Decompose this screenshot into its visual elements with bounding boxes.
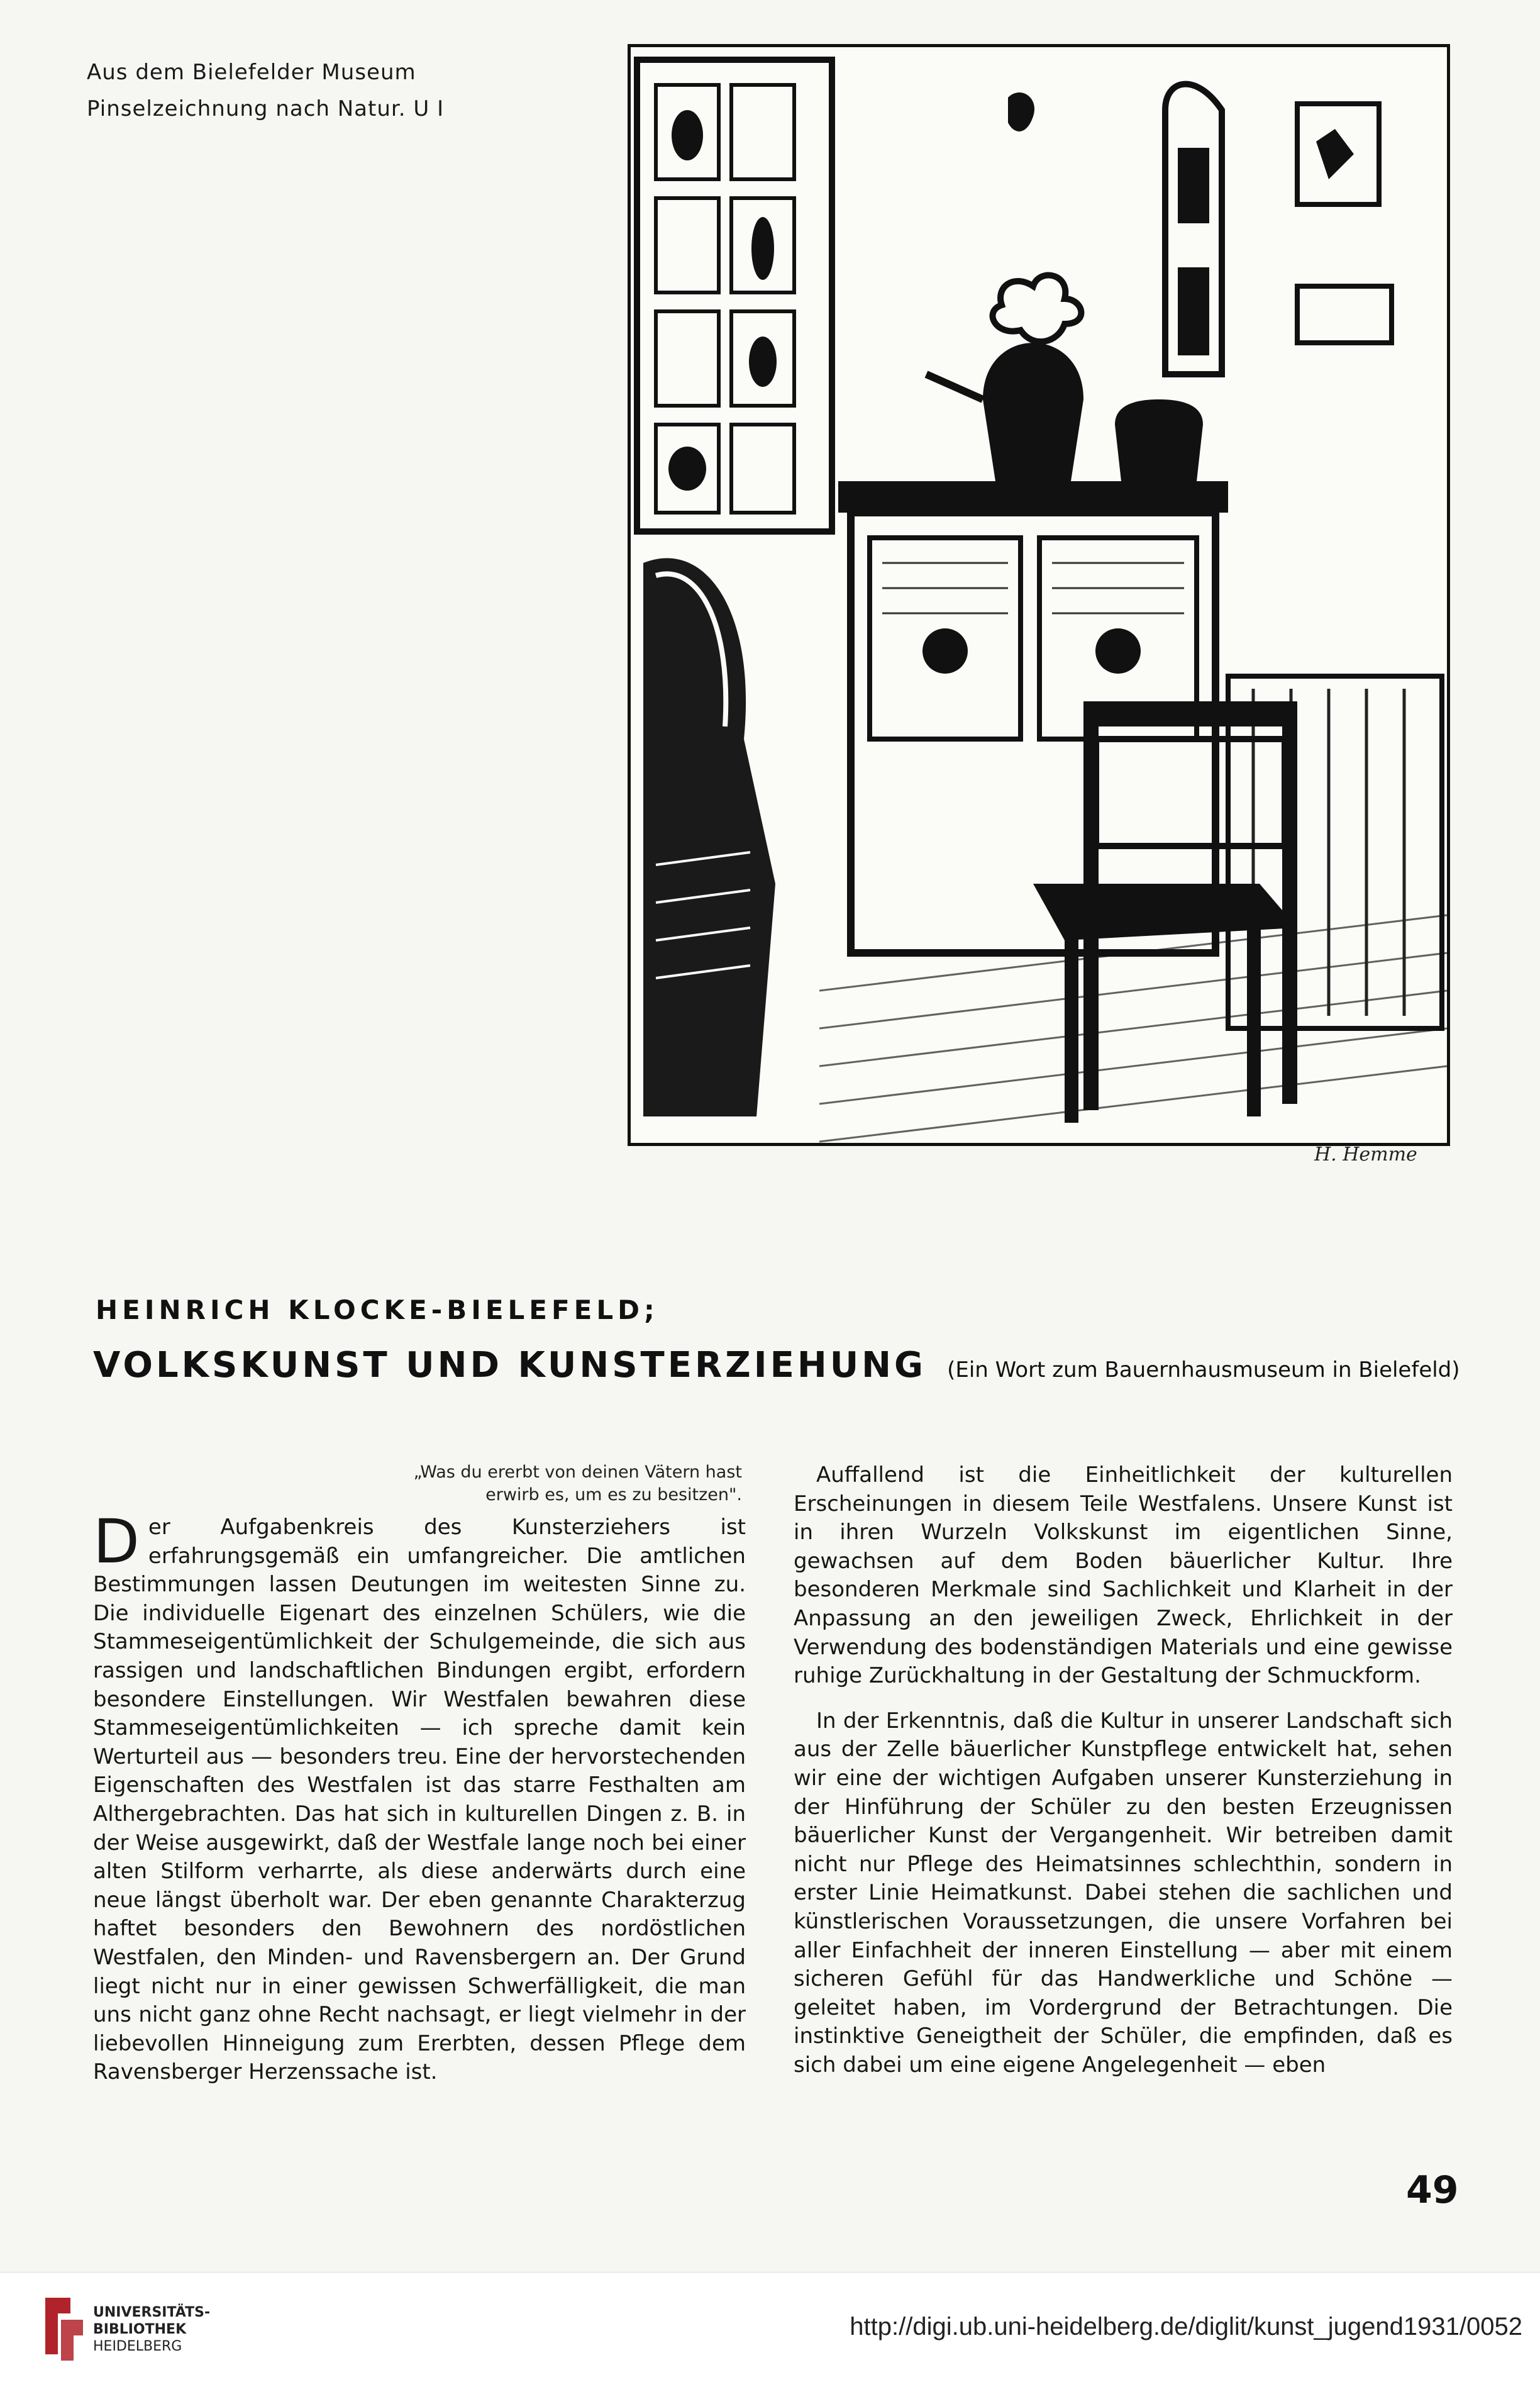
article-title-line [93,1345,1460,1386]
illustration-caption [87,54,444,127]
interior-drawing-art [631,47,1447,1143]
viewer-footer [0,2272,1540,2382]
right-paragraph-1: Auffallend ist die Einheitlichkeit der kulturellen Erscheinungen in diesem Teile Westfalens. Unsere Kunst ist in ihren Wurzeln Volkskunst im eigentlichen Sinne, gewachsen auf dem Boden bäuerlicher Kultur. Ihre besonderen Merkmale sind Sachlichkeit und Klarheit in der Anpassung an den jeweiligen Zweck, Ehrlichkeit in der Verwendung des bodenständigen Materials und eine gewisse ruhige Zurückhaltung in der Gestaltung der Schmuckform. [794,1462,1453,1689]
article-subtitle: (Ein Wort zum Bauernhausmuseum in Bielefeld) [947,1357,1460,1383]
library-name [93,2304,210,2355]
page-number: 49 [1406,2168,1459,2212]
caption-line-2: Pinselzeichnung nach Natur. U I [87,96,445,121]
library-logo-icon [33,2285,89,2367]
article-title: VOLKSKUNST UND KUNSTERZIEHUNG [93,1345,926,1386]
library-name-line-3: HEIDELBERG [93,2339,182,2354]
permalink-url[interactable]: http://digi.ub.uni-heidelberg.de/diglit/kunst_jugend1931/0052 [850,2313,1522,2340]
left-text-column [93,1506,746,2087]
library-name-line-2: BIBLIOTHEK [93,2322,187,2337]
caption-line-1: Aus dem Bielefelder Museum [87,60,416,85]
article-author: HEINRICH KLOCKE-BIELEFELD; [96,1294,659,1325]
epigraph [352,1461,742,1506]
left-paragraph [93,1506,746,2087]
artist-signature: H. Hemme [1314,1144,1417,1166]
epigraph-line-2: erwirb es, um es zu besitzen". [485,1485,742,1505]
library-name-line-1: UNIVERSITÄTS- [93,2305,211,2320]
interior-drawing [628,44,1450,1146]
right-text-column [794,1461,1453,2079]
drop-cap: D [93,1506,140,1577]
right-paragraph-2: In der Erkenntnis, daß die Kultur in unserer Landschaft sich aus der Zelle bäuerlicher Kunstpflege entwickelt hat, sehen wir eine der wichtigen Aufgaben unserer Kunsterziehung in der Hinführung der Schüler zu den besten Erzeugnissen bäuerlicher Kunst der Vergangenheit. Wir betreiben damit nicht nur Pflege des Heimatsinnes schlechthin, sondern in erster Linie Heimatkunst. Dabei stehen die sachlichen und künstlerischen Voraussetzungen, die unsere Vorfahren bei aller Einfachheit der inneren Einstellung — aber mit einem sicheren Gefühl für das Handwerkliche und Schöne — geleitet haben, im Vordergrund der Betrachtungen. Die instinktive Geneigtheit der Schüler, die empfinden, daß es sich dabei um eine eigene Angelegenheit — eben [794,1708,1453,2078]
epigraph-line-1: „Was du ererbt von deinen Vätern hast [413,1462,742,1482]
left-paragraph-text: er Aufgabenkreis des Kunsterziehers ist erfahrungsgemäß ein umfangreicher. Die amtlichen Bestimmungen lassen Deutungen im weitesten Sinne zu. Die individuelle Eigenart des einzelnen Schülers, wie die Stammeseigentümlichkeit der Schulgemeinde, die sich aus rassigen und landschaftlichen Bindungen ergibt, erfordern besondere Einstellungen. Wir Westfalen bewahren diese Stammeseigentümlichkeiten — ich spreche damit kein Werturteil aus — besonders treu. Eine der hervorstechenden Eigenschaften des Westfalen ist das starre Festhalten am Althergebrachten. Das hat sich in kulturellen Dingen z. B. in der Weise ausgewirkt, daß der Westfale lange noch bei einer alten Stilform verharrte, als diese anderwärts durch eine neue längst überholt war. Der eben genannte Charakterzug haftet besonders den Bewohnern des nordöstlichen Westfalen, den Minden- und Ravensbergern an. Der Grund liegt nicht nur in einer gewissen Schwerfälligkeit, die man uns nicht ganz ohne Recht nachsagt, er liegt vielmehr in der liebevollen Hinneigung zum Ererbten, dessen Pflege dem Ravensberger Herzenssache ist. [93,1515,746,2085]
